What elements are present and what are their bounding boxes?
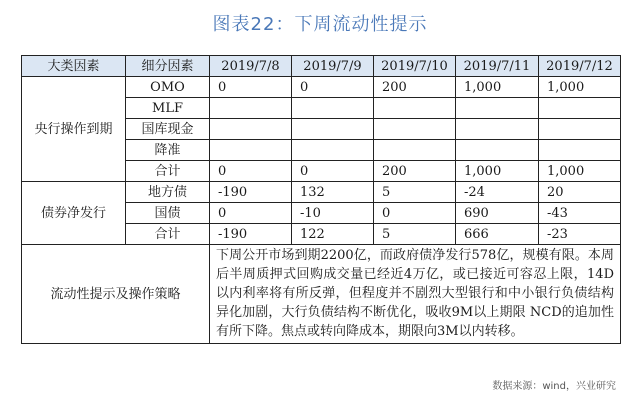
value-cell	[292, 119, 374, 140]
value-cell: 0	[292, 161, 374, 182]
value-cell: 200	[374, 161, 456, 182]
value-cell: 1,000	[539, 77, 621, 98]
value-cell: -43	[539, 203, 621, 224]
liquidity-table	[21, 55, 621, 344]
value-cell	[456, 119, 539, 140]
value-cell: -24	[456, 182, 539, 203]
value-cell: -190	[210, 182, 292, 203]
header-cell: 2019/7/11	[456, 56, 539, 77]
category-cell: 债券净发行	[22, 182, 126, 245]
value-cell: -23	[539, 224, 621, 245]
value-cell: 0	[210, 203, 292, 224]
chart-title: 图表22：下周流动性提示	[212, 14, 428, 35]
value-cell: 690	[456, 203, 539, 224]
value-cell: 0	[210, 161, 292, 182]
subtotal-label: 合计	[126, 161, 210, 182]
strategy-row	[22, 245, 621, 344]
value-cell	[210, 98, 292, 119]
value-cell	[539, 140, 621, 161]
value-cell: -10	[292, 203, 374, 224]
data-source: 数据来源：wind，兴业研究	[492, 381, 616, 392]
header-cell: 2019/7/9	[292, 56, 374, 77]
table-row	[22, 182, 621, 203]
header-cell: 细分因素	[126, 56, 210, 77]
value-cell: 1,000	[456, 77, 539, 98]
strategy-label: 流动性提示及操作策略	[22, 245, 210, 344]
strategy-text: 下周公开市场到期2200亿，而政府债净发行578亿，规模有限。本周后半周质押式回购成交量已经近4万亿，或已接近可容忍上限，14D以内利率将有所反弹，但程度并不剧烈大型银行和中小银行负债结构异化加剧，大行负债结构不断优化，吸收9M以上期限 NCD的追加性有所下降。焦点或转向降成本，期限向3M以内转移。	[210, 245, 621, 344]
value-cell: 5	[374, 224, 456, 245]
header-cell: 2019/7/12	[539, 56, 621, 77]
subcategory-cell: MLF	[126, 98, 210, 119]
value-cell	[210, 140, 292, 161]
value-cell	[539, 119, 621, 140]
value-cell: 0	[374, 203, 456, 224]
value-cell	[292, 98, 374, 119]
value-cell	[210, 119, 292, 140]
value-cell	[456, 98, 539, 119]
value-cell: 132	[292, 182, 374, 203]
value-cell	[456, 140, 539, 161]
subcategory-cell: 降准	[126, 140, 210, 161]
value-cell	[539, 98, 621, 119]
value-cell: 5	[374, 182, 456, 203]
header-row	[22, 56, 621, 77]
value-cell: 20	[539, 182, 621, 203]
subcategory-cell: 国债	[126, 203, 210, 224]
subcategory-cell: OMO	[126, 77, 210, 98]
value-cell: 200	[374, 77, 456, 98]
value-cell: 666	[456, 224, 539, 245]
value-cell: 1,000	[539, 161, 621, 182]
subtotal-label: 合计	[126, 224, 210, 245]
value-cell: 0	[210, 77, 292, 98]
value-cell: 122	[292, 224, 374, 245]
category-cell: 央行操作到期	[22, 77, 126, 182]
value-cell	[292, 140, 374, 161]
value-cell: 0	[292, 77, 374, 98]
header-cell: 2019/7/10	[374, 56, 456, 77]
value-cell	[374, 119, 456, 140]
value-cell	[374, 140, 456, 161]
header-cell: 大类因素	[22, 56, 126, 77]
value-cell	[374, 98, 456, 119]
value-cell: -190	[210, 224, 292, 245]
subcategory-cell: 地方债	[126, 182, 210, 203]
table-row	[22, 77, 621, 98]
subcategory-cell: 国库现金	[126, 119, 210, 140]
value-cell: 1,000	[456, 161, 539, 182]
header-cell: 2019/7/8	[210, 56, 292, 77]
